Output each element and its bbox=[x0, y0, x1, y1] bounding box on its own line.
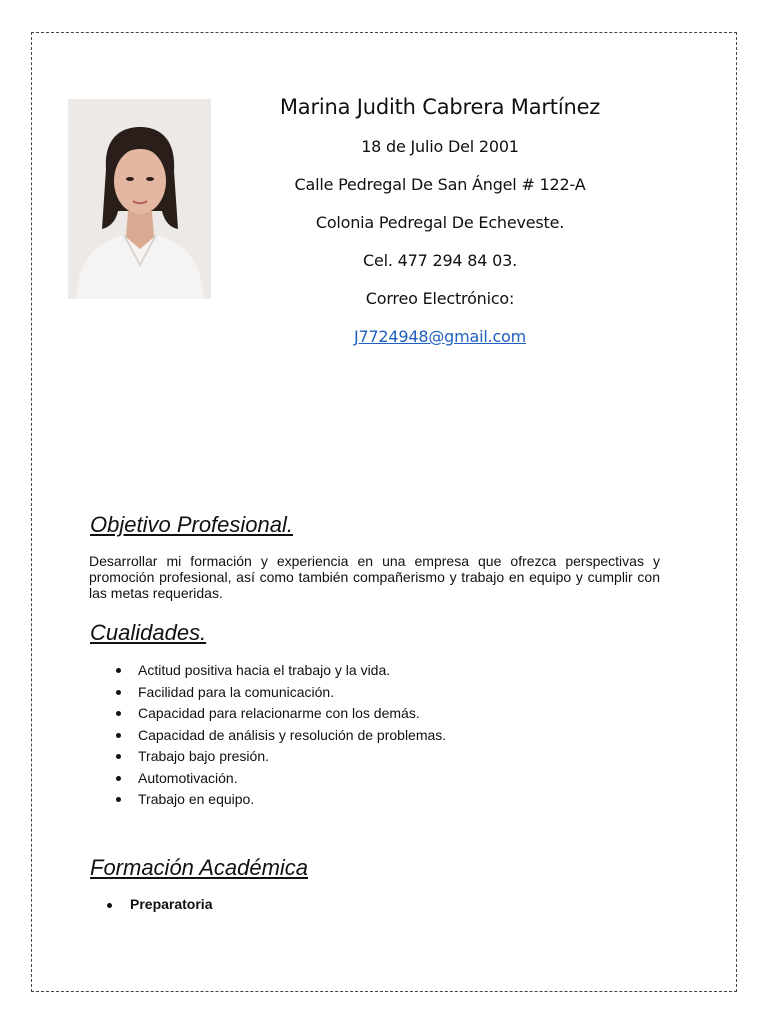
objective-text: Desarrollar mi formación y experiencia en una empresa que ofrezca perspectivas y promoción profesional, así como también compañerismo y trabajo en equipo y cumplir con las metas requeridas. bbox=[89, 553, 660, 601]
list-item: Automotivación. bbox=[116, 768, 446, 790]
qualities-list bbox=[116, 660, 446, 811]
education-title: Formación Académica bbox=[90, 855, 309, 880]
full-name: Marina Judith Cabrera Martínez bbox=[279, 95, 601, 119]
address-line-2: Colonia Pedregal De Echeveste. bbox=[315, 213, 565, 232]
profile-photo-portrait bbox=[68, 99, 211, 299]
email-link[interactable]: J7724948@gmail.com bbox=[353, 327, 527, 346]
address-line-1: Calle Pedregal De San Ángel # 122-A bbox=[294, 175, 586, 194]
contact-header bbox=[240, 90, 640, 356]
list-item: Trabajo en equipo. bbox=[116, 789, 446, 811]
list-item: Capacidad para relacionarme con los demás. bbox=[116, 703, 446, 725]
list-item: Actitud positiva hacia el trabajo y la vida. bbox=[116, 660, 446, 682]
qualities-title: Cualidades. bbox=[90, 620, 207, 645]
list-item: Capacidad de análisis y resolución de problemas. bbox=[116, 725, 446, 747]
birth-date: 18 de Julio Del 2001 bbox=[361, 137, 519, 156]
list-item: Preparatoria bbox=[107, 894, 212, 914]
list-item: Trabajo bajo presión. bbox=[116, 746, 446, 768]
email-label: Correo Electrónico: bbox=[365, 289, 515, 308]
education-list bbox=[107, 894, 212, 914]
list-item: Facilidad para la comunicación. bbox=[116, 682, 446, 704]
phone: Cel. 477 294 84 03. bbox=[363, 251, 517, 270]
objective-title: Objetivo Profesional. bbox=[90, 512, 293, 537]
profile-photo bbox=[68, 99, 211, 299]
